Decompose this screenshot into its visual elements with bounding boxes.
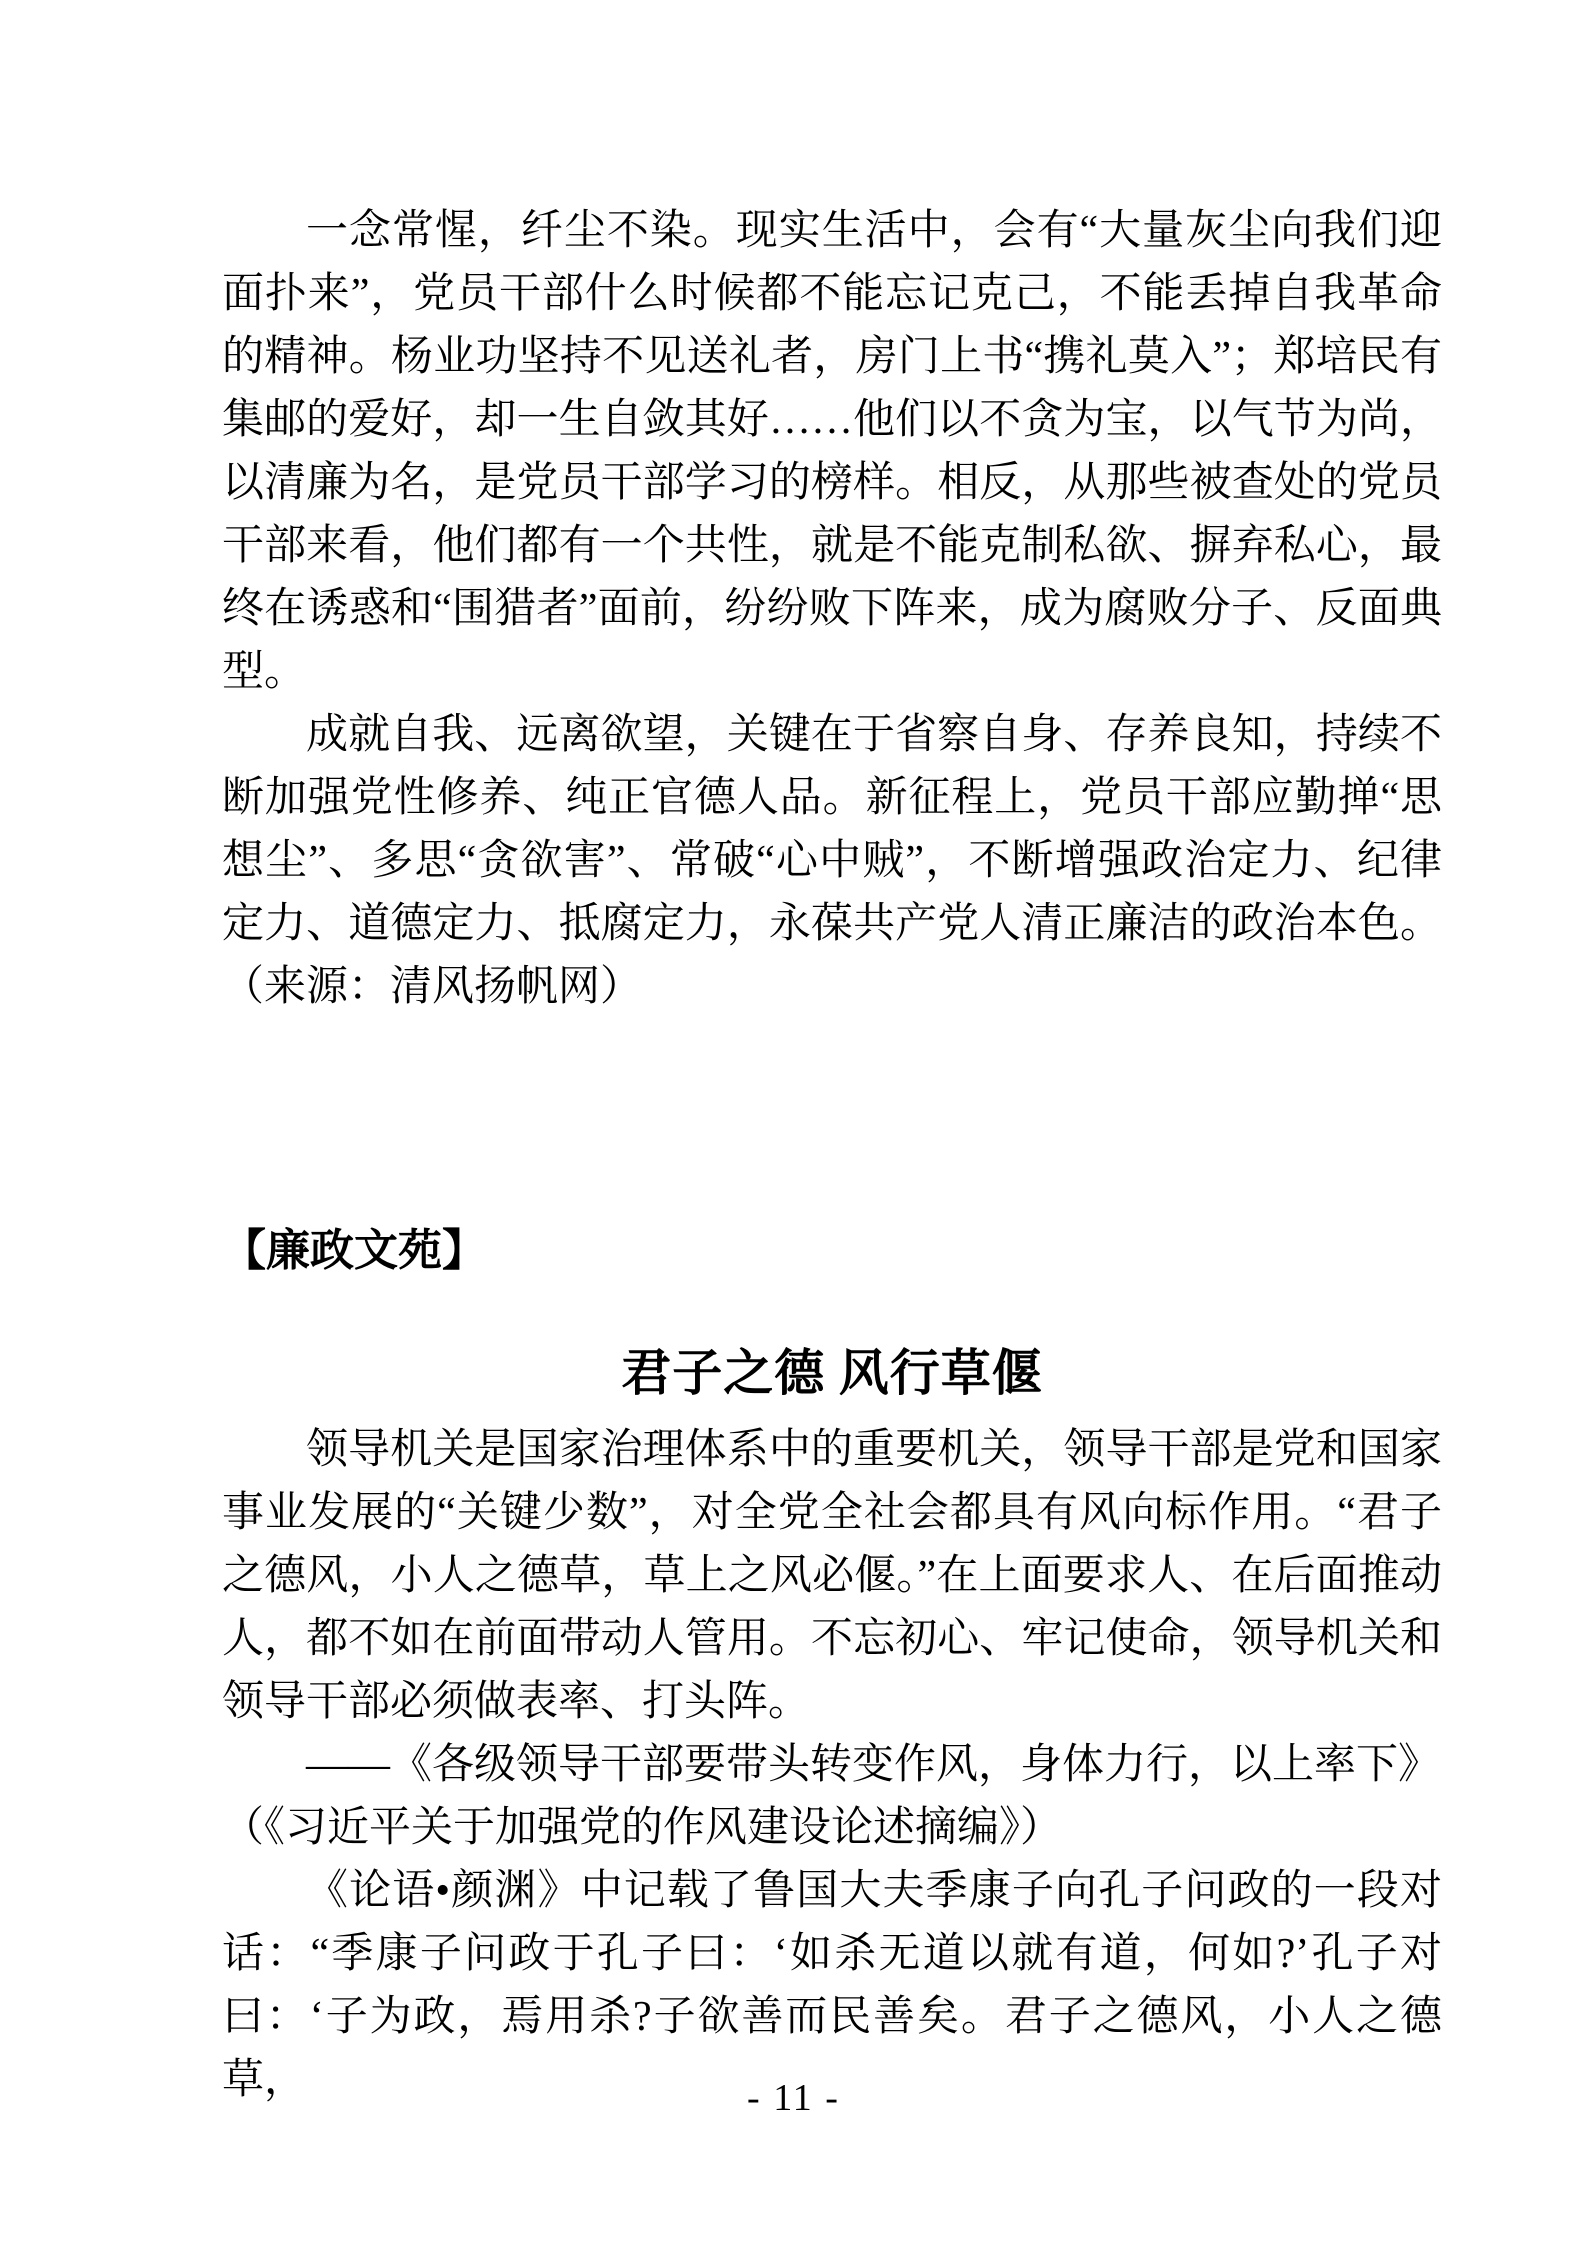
page-content xyxy=(222,200,1442,2112)
source-note-line: （《习近平关于加强党的作风建设论述摘编》） xyxy=(222,1805,1063,1851)
paragraph-self-discipline: 一念常惺，纤尘不染。现实生活中，会有“大量灰尘向我们迎面扑来”，党员干部什么时候都不能忘记克己，不能丢掉自我革命的精神。杨业功坚持不见送礼者，房门上书“携礼莫入”；郑培民有集邮的爱好，却一生自敛其好……他们以不贪为宝，以气节为尚，以清廉为名，是党员干部学习的榜样。相反，从那些被查处的党员干部来看，他们都有一个共性，就是不能克制私欲、摒弃私心，最终在诱惑和“围猎者”面前，纷纷败下阵来，成为腐败分子、反面典型。 xyxy=(222,208,1442,695)
paragraph-analects-quote: 《论语•颜渊》中记载了鲁国大夫季康子向孔子问政的一段对话：“季康子问政于孔子曰：‘如杀无道以就有道，何如?’孔子对曰：‘子为政，焉用杀?子欲善而民善矣。君子之德风，小人之德草， xyxy=(222,1868,1442,2103)
page-number: - 11 - xyxy=(747,2077,840,2119)
attribution-line: ——《各级领导干部要带头转变作风，身体力行，以上率下》 xyxy=(306,1742,1441,1788)
page-footer xyxy=(0,2076,1587,2120)
section-label-lianzheng-wenyuan: 【廉政文苑】 xyxy=(222,1226,486,1275)
paragraph-article-lead: 领导机关是国家治理体系中的重要机关，领导干部是党和国家事业发展的“关键少数”，对全党全社会都具有风向标作用。“君子之德风，小人之德草，草上之风必偃。”在上面要求人、在后面推动人，都不如在前面带动人管用。不忘初心、牢记使命，领导机关和领导干部必须做表率、打头阵。 xyxy=(222,1427,1442,1725)
paragraph-conclusion-with-source: 成就自我、远离欲望，关键在于省察自身、存养良知，持续不断加强党性修养、纯正官德人品。新征程上，党员干部应勤掸“思想尘”、多思“贪欲害”、常破“心中贼”，不断增强政治定力、纪律定力、道德定力、抵腐定力，永葆共产党人清正廉洁的政治本色。（来源：清风扬帆网） xyxy=(222,712,1442,1010)
article-title: 君子之德 风行草偃 xyxy=(621,1345,1043,1401)
